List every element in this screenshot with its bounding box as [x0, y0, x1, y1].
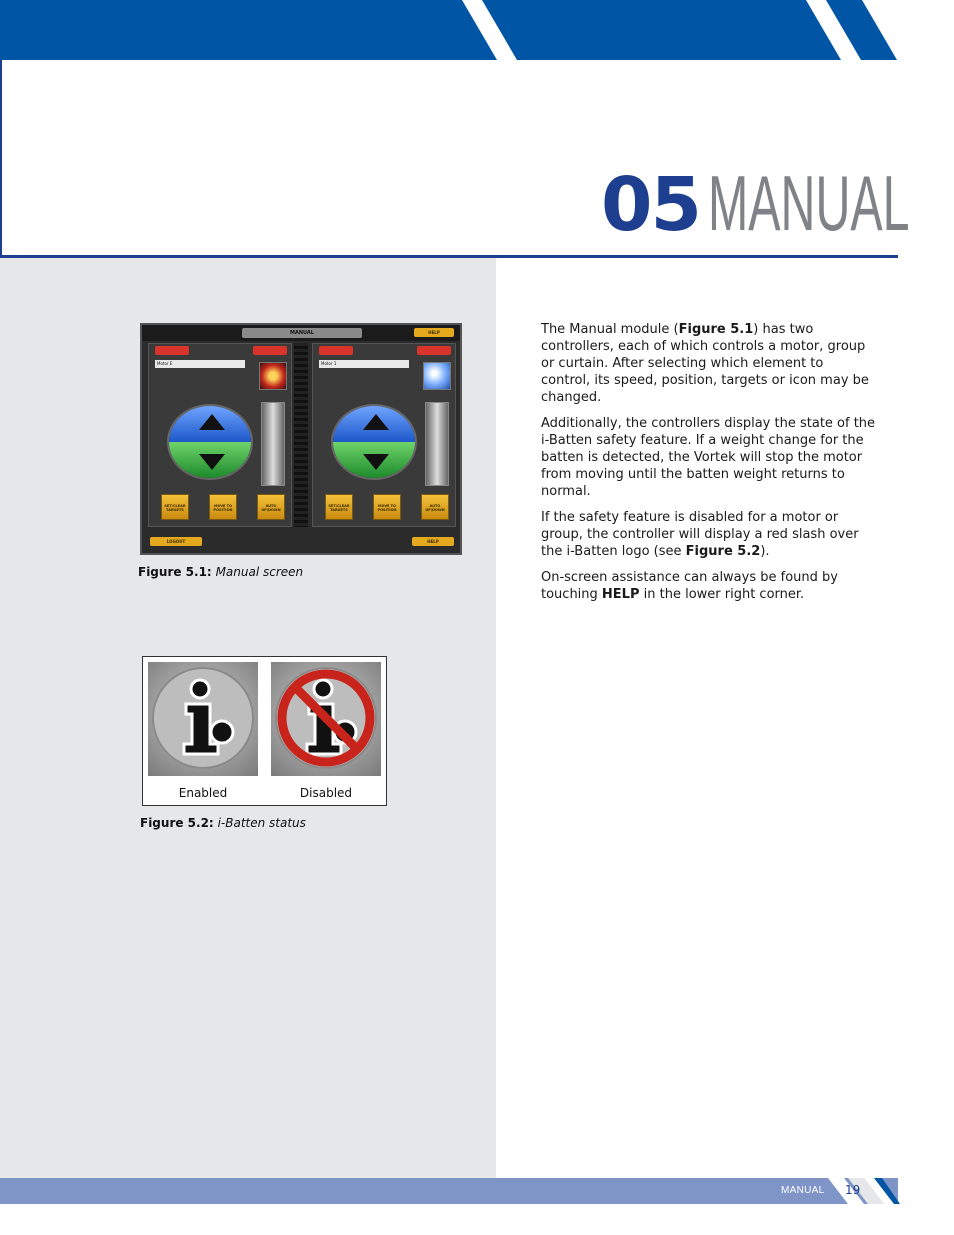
page-number: 19: [845, 1183, 861, 1197]
ibatten-enabled-icon: [148, 662, 258, 776]
right-set-targets-button: SET/CLEAR TARGETS: [325, 494, 353, 520]
left-auto-updown-button: AUTO UP/DOWN: [257, 494, 285, 520]
p3-text-b: ).: [760, 544, 770, 559]
p3-text-a: If the safety feature is disabled for a motor or group, the controller will display a red slash over the i-Batten logo (see: [541, 510, 859, 559]
figure2-caption-text: i-Batten status: [217, 816, 306, 830]
screen-title: MANUAL: [242, 328, 362, 338]
footer-band: [0, 1178, 898, 1204]
p4-help-ref: HELP: [601, 587, 640, 602]
ibatten-enabled-tile: [148, 662, 258, 776]
ibatten-status-figure: [142, 656, 387, 806]
figure2-caption-label: Figure 5.2:: [140, 816, 214, 830]
left-icon-preview: [259, 362, 287, 390]
paragraph-1: [541, 321, 876, 406]
right-auto-updown-button: AUTO UP/DOWN: [421, 494, 449, 520]
left-updown-pad: [167, 404, 253, 480]
right-move-position-button: MOVE TO POSITION: [373, 494, 401, 520]
left-position-slider: [261, 402, 285, 486]
left-set-targets-button: SET/CLEAR TARGETS: [161, 494, 189, 520]
paragraph-4: [541, 569, 876, 603]
left-stop-pill: [155, 346, 189, 355]
body-text: [541, 321, 876, 612]
screen-help-bottom-button: HELP: [412, 537, 454, 546]
p3-figure-ref: Figure 5.2: [685, 544, 761, 559]
header-left-border: [0, 60, 2, 256]
figure1-caption-text: Manual screen: [215, 565, 304, 579]
down-arrow-icon: [199, 454, 225, 470]
left-controller-panel: [148, 343, 292, 527]
screen-divider: [294, 343, 308, 527]
right-updown-pad: [331, 404, 417, 480]
manual-screen-figure: [140, 323, 462, 555]
right-controller-panel: [312, 343, 456, 527]
chapter-heading: [601, 159, 910, 248]
paragraph-3: [541, 509, 876, 560]
right-motor-select: Motor 1: [319, 360, 409, 368]
footer-section-label: MANUAL: [781, 1185, 825, 1196]
chapter-number: 05: [601, 162, 700, 248]
figure1-caption: [138, 565, 303, 579]
up-arrow-icon: [199, 414, 225, 430]
left-clear-pill: [253, 346, 287, 355]
ibatten-enabled-label: Enabled: [178, 786, 228, 800]
ibatten-disabled-tile: [271, 662, 381, 776]
p4-text-a: On-screen assistance can always be found by touching: [541, 570, 838, 602]
p4-text-b: in the lower right corner.: [639, 587, 805, 602]
chapter-title: MANUAL: [708, 159, 910, 247]
header-band: [0, 0, 954, 60]
screen-logout-button: LOGOUT: [150, 537, 202, 546]
p1-text-b: ) has two controllers, each of which controls a motor, group or curtain. After selecting which element to control, its speed, position, targets or icon may be changed.: [541, 322, 869, 405]
right-stop-pill: [319, 346, 353, 355]
left-move-position-button: MOVE TO POSITION: [209, 494, 237, 520]
down-arrow-icon: [363, 454, 389, 470]
right-icon-preview: [423, 362, 451, 390]
right-clear-pill: [417, 346, 451, 355]
up-arrow-icon: [363, 414, 389, 430]
right-position-slider: [425, 402, 449, 486]
screen-help-top-button: HELP: [414, 328, 454, 337]
ibatten-disabled-icon: [271, 662, 381, 776]
p1-figure-ref: Figure 5.1: [678, 322, 754, 337]
ibatten-disabled-label: Disabled: [299, 786, 353, 800]
p1-text-a: The Manual module (: [541, 322, 679, 337]
figure2-caption: [140, 816, 306, 830]
figure1-caption-label: Figure 5.1:: [138, 565, 212, 579]
paragraph-2: Additionally, the controllers display the state of the i-Batten safety feature. If a weight change for the batten is detected, the Vortek will stop the motor from moving until the batten weight returns to normal.: [541, 416, 876, 499]
left-motor-select: Motor E: [155, 360, 245, 368]
